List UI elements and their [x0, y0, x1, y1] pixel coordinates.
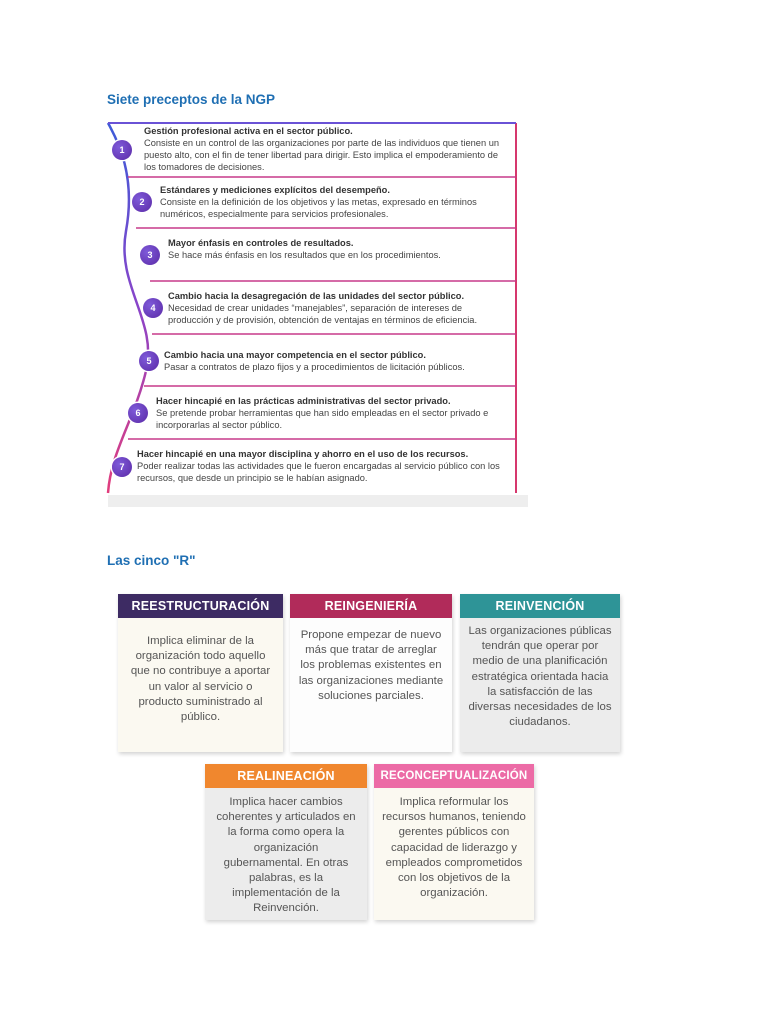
card-title: REINVENCIÓN: [460, 594, 620, 618]
card-reinvencion: [460, 594, 620, 752]
precept-title: Mayor énfasis en controles de resultados.: [168, 238, 354, 248]
card-body: Las organizaciones públicas tendrán que operar por medio de una planificación estratégica orientada hacia la satisfacción de las diversas necesidades de los ciudadanos.: [468, 625, 612, 729]
precept-item: [168, 237, 508, 261]
precept-title: Cambio hacia una mayor competencia en el sector público.: [164, 350, 426, 360]
precept-body: Necesidad de crear unidades “manejables”, separación de intereses de producción y de provisión, obtención de ventajas en términos de eficiencia.: [168, 303, 478, 325]
precept-title: Gestión profesional activa en el sector público.: [144, 126, 353, 136]
card-body: Propone empezar de nuevo más que tratar de arreglar los problemas existentes en las organizaciones mediante soluciones parciales.: [298, 629, 444, 702]
precept-item: [168, 290, 510, 326]
precept-number-badge: 5: [139, 351, 159, 371]
card-reingenieria: [290, 594, 452, 752]
precept-item: [144, 125, 506, 173]
card-body: Implica eliminar de la organización todo aquello que no contribuye a aportar un valor al servicio o producto suministrado al público.: [130, 635, 271, 724]
section-title-five-r: Las cinco "R": [107, 553, 196, 568]
precept-title: Hacer hincapié en una mayor disciplina y ahorro en el uso de los recursos.: [137, 449, 469, 459]
precept-title: Hacer hincapié en las prácticas administrativas del sector privado.: [156, 396, 451, 406]
card-reestructuracion: [118, 594, 283, 752]
section-title-ngp: Siete preceptos de la NGP: [107, 92, 276, 107]
card-realineacion: [205, 764, 367, 920]
precept-body: Poder realizar todas las actividades que le fueron encargadas al servicio público con los recursos, que desde un principio se le habían asignado.: [137, 461, 500, 483]
precept-title: Cambio hacia la desagregación de las unidades del sector público.: [168, 291, 465, 301]
card-body: Implica reformular los recursos humanos, teniendo gerentes públicos con capacidad de liderazgo y empleados comprometidos con los objetivos de la organización.: [382, 796, 526, 900]
precept-body: Se pretende probar herramientas que han sido empleadas en el sector privado e incorporarlas al sector público.: [156, 408, 489, 430]
card-title: REINGENIERÍA: [290, 594, 452, 618]
ngp-figure: [106, 121, 528, 509]
precept-number-badge: 4: [143, 298, 163, 318]
precept-number-badge: 6: [128, 403, 148, 423]
precept-item: [137, 448, 511, 484]
precept-number-badge: 7: [112, 457, 132, 477]
precept-title: Estándares y mediciones explícitos del desempeño.: [160, 185, 390, 195]
card-title: RECONCEPTUALIZACIÓN: [374, 764, 534, 788]
precept-item: [164, 349, 510, 373]
precept-number-badge: 3: [140, 245, 160, 265]
precept-body: Se hace más énfasis en los resultados que en los procedimientos.: [168, 250, 441, 260]
precept-number-badge: 2: [132, 192, 152, 212]
precept-item: [156, 395, 508, 431]
card-reconceptualizacion: [374, 764, 534, 920]
card-body: Implica hacer cambios coherentes y articulados en la forma como opera la organización gubernamental. En otras palabras, es la implementación de la Reinvención.: [216, 796, 356, 915]
precept-body: Consiste en la definición de los objetivos y las metas, expresado en términos numéricos, especialmente para servicios profesionales.: [160, 197, 477, 219]
precept-item: [160, 184, 508, 220]
card-title: REALINEACIÓN: [205, 764, 367, 788]
card-title: REESTRUCTURACIÓN: [118, 594, 283, 618]
precept-body: Consiste en un control de las organizaciones por parte de las individuos que tienen un puesto alto, con el fin de tener libertad para dirigir. Esto implica el empoderamiento de los tomadores de decisiones.: [144, 138, 500, 172]
precept-number-badge: 1: [112, 140, 132, 160]
precept-body: Pasar a contratos de plazo fijos y a procedimientos de licitación públicos.: [164, 362, 465, 372]
